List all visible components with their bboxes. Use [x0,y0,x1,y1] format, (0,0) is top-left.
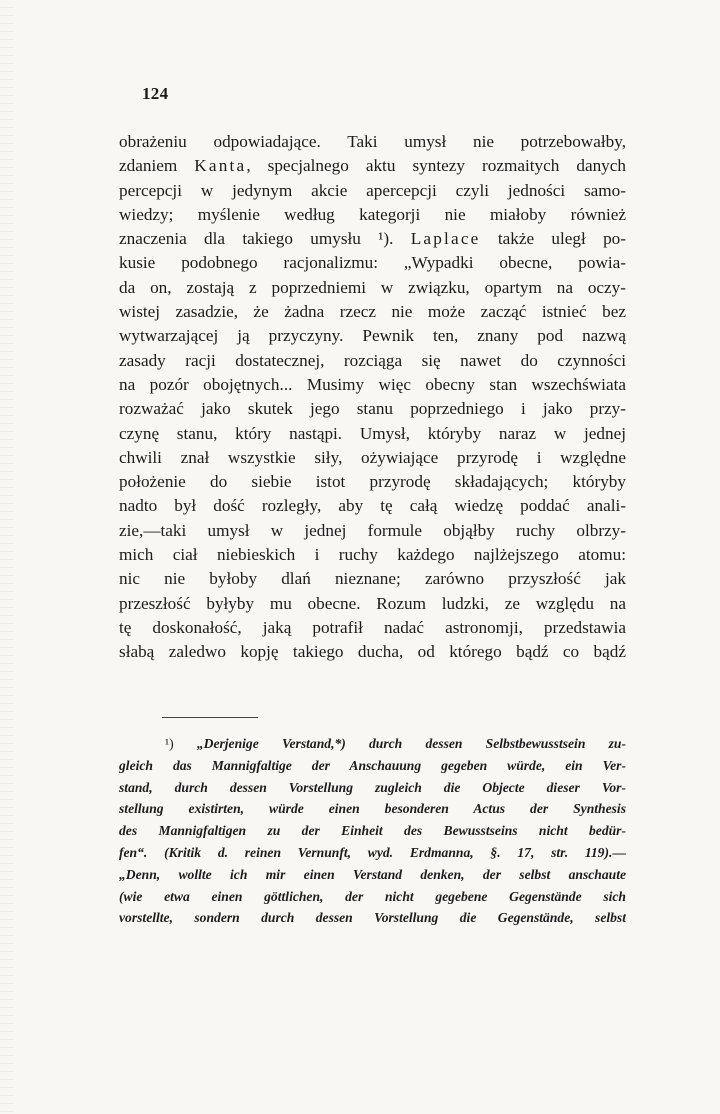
text-line: nadto był dość rozległy, aby tę całą wiedzę poddać anali- [119,496,626,516]
text-line: percepcji w jedynym akcie apercepcji czyli jedności samo- [119,180,626,200]
spaced-name: Laplace [410,229,481,249]
text-line: słabą zaledwo kopję takiego ducha, od którego bądź co bądź [119,642,626,662]
footnote-line: vorstellte, sondern durch dessen Vorstellung die Gegenstände, selbst [119,910,626,926]
text-line: położenie do siebie istot przyrodę składających; któryby [119,472,626,492]
text-line: czynę stanu, który nastąpi. Umysł, któryby naraz w jednej [119,423,626,443]
footnote-line: gleich das Mannigfaltige der Anschauung gegeben würde, ein Ver- [119,757,626,773]
text-line: przeszłość byłyby mu obecne. Rozum ludzki, ze względu na [119,593,626,613]
text-line: wiedzy; myślenie według kategorji nie miałoby również [119,204,626,224]
text-line: kusie podobnego racjonalizmu: „Wypadki obecne, powia- [119,253,626,273]
text-line: tę doskonałość, jaką potrafił nadać astronomji, przedstawia [119,617,626,637]
footnote-line: des Mannigfaltigen zu der Einheit des Bewusstseins nicht bedür- [119,823,626,839]
footnote-line: stellung existirten, würde einen besonderen Actus der Synthesis [119,801,626,817]
page-number: 124 [142,84,169,103]
footnote-line: fen“. (Kritik d. reinen Vernunft, wyd. Erdmanna, §. 17, str. 119).— [119,844,626,860]
text-line: nic nie byłoby dlań nieznane; zarówno przyszłość jak [119,569,626,589]
footnote-text: „Derjenige Verstand,*) durch dessen Selbstbewusstsein zu- [196,736,626,751]
text-line: da on, zostają z poprzedniemi w związku, opartym na oczy- [119,277,626,297]
text-line: mich ciał niebieskich i ruchy każdego najlżejszego atomu: [119,545,626,565]
footnote [119,733,626,929]
text-line: wytwarzającej ją przyczyny. Pewnik ten, znany pod nazwą [119,326,626,346]
spaced-name: Kanta [194,156,247,176]
footnote-line: (wie etwa einen göttlichen, der nicht gegebene Gegenstände sich [119,888,626,904]
text-line: zie,—taki umysł w jednej formule objąłby ruchy olbrzy- [119,520,626,540]
footnote-line: „Denn, wollte ich mir einen Verstand denken, der selbst anschaute [119,866,626,882]
text-line: zasady racji dostatecznej, rozciąga się nawet do czynności [119,350,626,370]
text-line: znaczenia dla takiego umysłu ¹). Laplace także uległ po- [119,229,626,249]
footnote-line [119,733,626,755]
footnote-marker: ¹) [165,736,174,751]
text-line: zdaniem Kanta, specjalnego aktu syntezy rozmaitych danych [119,156,626,176]
scan-edge [0,0,14,1114]
text-line: na pozór obojętnych... Musimy więc obecny stan wszechświata [119,374,626,394]
text-line: obrażeniu odpowiadające. Taki umysł nie potrzebowałby, [119,132,626,151]
footnote-line: stand, durch dessen Vorstellung zugleich die Objecte dieser Vor- [119,779,626,795]
text-line: chwili znał wszystkie siły, ożywiające przyrodę i względne [119,447,626,467]
main-text [119,130,626,665]
footnote-divider [162,717,258,718]
text-line: wistej zasadzie, że żadna rzecz nie może zacząć istnieć bez [119,302,626,322]
text-line: rozważać jako skutek jego stanu poprzedniego i jako przy- [119,399,626,419]
